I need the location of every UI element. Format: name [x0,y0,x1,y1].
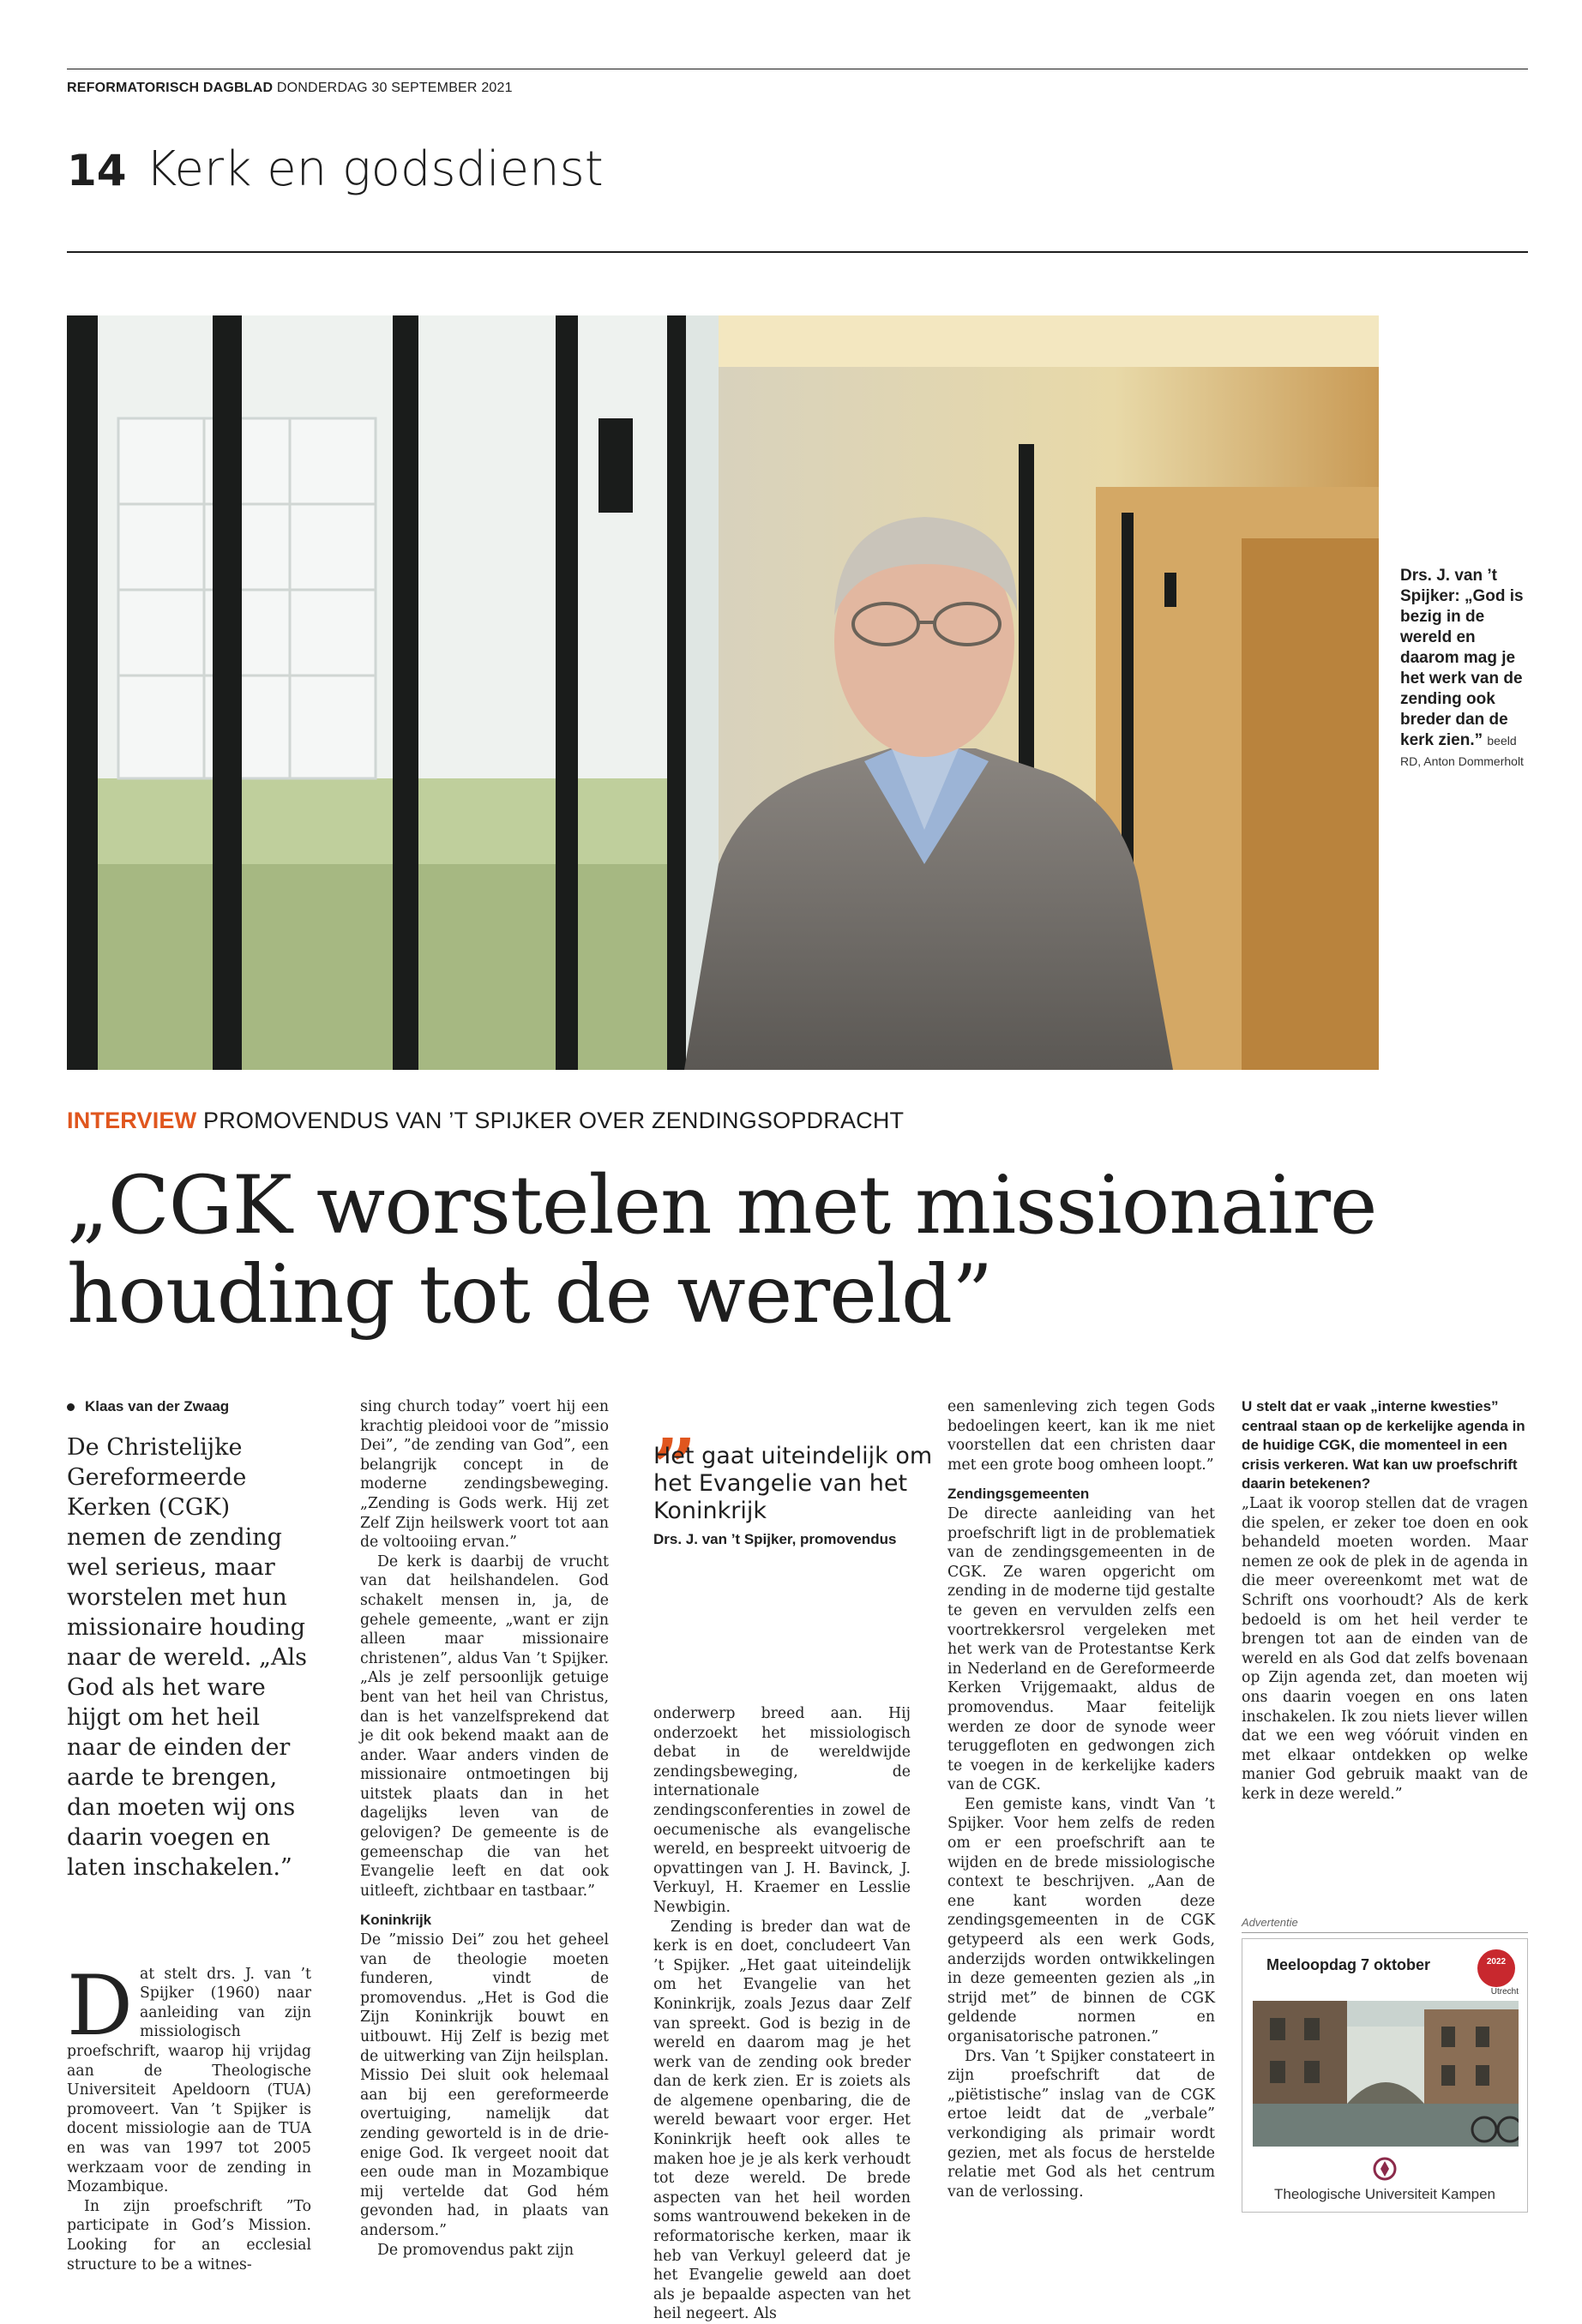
photo-illustration [67,315,1379,1070]
interview-question: U stelt dat er vaak „interne kwesties” centraal staan op de kerkelijke agenda in de huidige CGK, die momenteel in een crisis verkeren. Wat kan uw proefschrift daarin betekenen? [1242,1398,1525,1492]
body-paragraph: De promovendus pakt zijn [377,2241,574,2259]
body-paragraph: De kerk is daarbij de vrucht van dat heilshandelen. God schakelt mensen in, ja, de gehele gemeente, „want er zijn alleen maar missionaire christenen”, aldus Van ’t Spijker. „Als je zelf persoonlijk getuige bent van het heil van Christus, dan is het vanzelfsprekend dat je dit ook bekend maakt aan de ander. Waar anders vinden de missionaire ontmoetingen bij uitstek plaats dan in het dagelijks leven van de gelovigen? De gemeente is de gemeenschap die van het Evangelie leeft en dat ook uitleeft, zichtbaar en tastbaar.” [360,1552,609,1900]
body-paragraph: „Laat ik voorop stellen dat de vragen die spelen, er zeker toe doen en ook behandeld moeten worden. Maar nemen ze ook de plek in de agenda in die meer overeenkomt met wat de Schrift ons voorhoudt? Als de kerk bedoeld is om het heil verder te brengen tot aan de einden van de wereld en als God dat zelfs bovenaan op Zijn agenda zet, dan moeten wij ons daarin voegen en ons laten inschakelen. Ik zou niets liever willen dat we een weg vóóruit vinden en met elkaar ontdekken op welke manier God gebruik maakt van de kerk in deze wereld.” [1242,1494,1528,1803]
column-1 [67,1397,311,2274]
ad-box[interactable] [1242,1938,1528,2213]
quote-attribution: Drs. J. van ’t Spijker, promovendus [653,1531,897,1547]
kicker-tag: INTERVIEW [67,1108,197,1133]
body-paragraph: Drs. Van ’t Spijker constateert in zijn proefschrift dat de „piëtistische” inslag van de CGK ertoe leidt dat de „verbale” verkondiging als primair wordt gezien, met als focus de herstelde relatie met God als het centrum van de verlossing. [947,2047,1215,2201]
quote-mark-icon: „ [653,1378,698,1468]
body-paragraph: Een gemiste kans, vindt Van ’t Spijker. Voor hem zelfs de reden om er een proefschrift aan te wijden en de brede missiologische context te beschrijven. „Aan de ene kant worden deze zendingsgemeenten in de CGK getypeerd als een werk Gods, anderzijds worden ontwikkelingen in deze gemeenten gezien als „in strijd met” de binnen de CGK geldende normen en organisatorische patronen.” [947,1795,1215,2045]
subheading: Koninkrijk [360,1912,432,1929]
column-3 [653,1704,911,2324]
column-4 [947,1397,1215,2201]
caption-text: Drs. J. van ’t Spijker: „God is bezig in de wereld en daarom mag je het werk van de zending ook breder dan de kerk zien.” [1400,567,1524,749]
article-kicker [67,1108,904,1134]
bullet-icon [67,1403,75,1411]
masthead [67,81,513,96]
headline-line-1: „CGK worstelen met missionaire [67,1159,1377,1252]
drop-cap: D [67,1957,133,2054]
body-paragraph: onderwerp breed aan. Hij onderzoekt het missiologisch debat in de wereldwijde zendingsbeweging, de internationale zendingsconferenties in zowel de oecumenische als evangelische wereld, en bespreekt uitvoerig de opvattingen van J. H. Bavinck, J. Verkuyl, H. Kraemer en Lesslie Newbigin. [653,1705,911,1916]
headline-line-2: houding tot de wereld” [67,1248,993,1342]
ad-label: Advertentie [1242,1916,1528,1933]
section-header [67,141,604,197]
body-paragraph: De ”missio Dei” zou het geheel van de theologie moeten funderen, vindt de promovendus. „Het is God die Zijn Koninkrijk bouwt en uitbouwt. Hij Zelf is bezig met de uitwerking van Zijn heilsplan. Missio Dei sluit ook helemaal aan bij een gereformeerde overtuiging, namelijk dat zending geworteld is in de drie-enige God. Ik vergeet nooit dat een oude man in Mozambique mij vertelde dat God hém gevonden had, in plaats van andersom.” [360,1931,609,2239]
byline [67,1397,311,1417]
pull-quote [653,1378,936,1548]
ad-place: Utrecht [1490,1987,1519,1997]
photo-credit: beeld RD, Anton Dommerholt [1400,734,1524,768]
column-2 [360,1397,609,2260]
subheading: Zendingsgemeenten [947,1486,1090,1503]
canal-photo [1253,2001,1519,2147]
body-paragraph: In zijn proefschrift ”To participate in God’s Mission. Looking for an ecclesial structure to be a witnes- [67,2197,311,2273]
body-paragraph: Dat stelt drs. J. van ’t Spijker (1960) naar aanleiding van zijn missiologisch proefschrift, waarop hij vrijdag aan de Theologische Universiteit Apeldoorn (TUA) promoveert. Van ’t Spijker is docent missiologie aan de TUA en was van 1997 tot 2005 werkzaam voor de zending in Mozambique. [67,1957,311,2196]
body-paragraph: sing church today” voert hij een krachtig pleidooi voor de ”missio Dei”, ”de zending van God”, een belangrijk concept in de moderne zendingsbeweging. „Zending is Gods werk. Hij zet Zelf Zijn heilswerk voort tot aan de voltooiing ervan.” [360,1398,609,1552]
year-badge: 2022 [1477,1949,1515,1987]
article-lead: De Christelijke Gereformeerde Kerken (CGK) nemen de zending wel serieus, maar worstelen met hun missionaire houding naar de wereld. „Als God als het ware hijgt om het heil naar de einden der aarde te brengen, dan moeten wij ons daarin voegen en laten inschakelen.” [67,1433,307,1881]
section-rule [67,251,1528,253]
canal-illustration [1253,2001,1519,2147]
kicker-text: PROMOVENDUS VAN ’T SPIJKER OVER ZENDINGSOPDRACHT [203,1108,905,1133]
portrait-photo [67,315,1379,1070]
author-name: Klaas van der Zwaag [85,1398,230,1414]
quote-text: Het gaat uiteindelijk om het Evangelie van het Koninkrijk [653,1443,933,1524]
university-logo-icon [1373,2157,1397,2181]
paper-name: REFORMATORISCH DAGBLAD [67,81,274,95]
body-paragraph: een samenleving zich tegen Gods bedoelingen keert, kan ik me niet voorstellen dat een christen daar met een grote boog omheen loopt.” [947,1398,1215,1474]
body-paragraph: De directe aanleiding van het proefschrift ligt in de problematiek van de zendingsgemeenten in de CGK. Ze waren opgericht om zending in de moderne tijd gestalte te geven en vervulden zelfs een voortrekkersrol vergeleken met het werk van de Protestantse Kerk in Nederland en de Gereformeerde Kerken Vrijgemaakt, aldus de promovendus. Maar feitelijk werden ze door de synode weer teruggefloten en gedwongen zich te voegen in de kerkelijke kaders van de CGK. [947,1504,1215,1794]
page-number: 14 [67,146,127,195]
section-title: Kerk en godsdienst [145,141,604,197]
photo-caption [1400,566,1529,772]
issue-date: DONDERDAG 30 SEPTEMBER 2021 [276,81,513,95]
ad-title: Meeloopdag 7 oktober [1266,1956,1431,1973]
article-headline [67,1159,1525,1342]
advertisement[interactable] [1242,1916,1528,2213]
column-5 [1242,1397,1528,1804]
university-name: Theologische Universiteit Kampen [1274,2186,1495,2202]
body-paragraph: Zending is breder dan wat de kerk is en doet, concludeert Van ’t Spijker. „Het gaat uiteindelijk om het Evangelie van het Koninkrijk, zoals Jezus daar Zelf van spreekt. God is bezig in de wereld en daarom mag je het werk van de zending ook breder dan de kerk zien. Er is zoiets als de algemene openbaring, die de wereld bewaart voor erger. Het Koninkrijk heeft ook alles te maken hoe je je als kerk verhoudt tot deze wereld. De brede aspecten van het heil worden soms wantrouwend bekeken in de reformatorische kerken, maar ik heb van Verkuyl geleerd dat je het Evangelie geweld aan doet als je bepaalde aspecten van het heil negeert. Als [653,1918,911,2323]
